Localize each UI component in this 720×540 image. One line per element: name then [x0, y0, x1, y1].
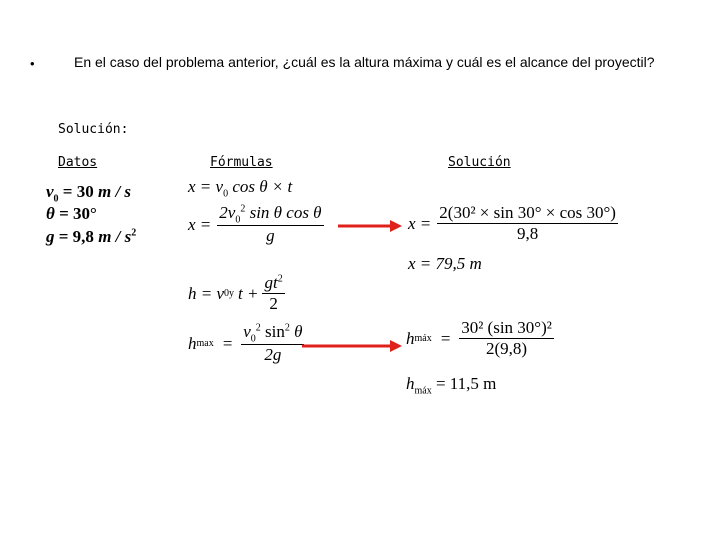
formula-x-range: x = $\frac{2v_0^2 \sin \theta \cos \theta}{g}$: [188, 203, 322, 246]
result-x-value: x = 79,5 m: [408, 254, 482, 273]
bullet: •: [30, 56, 35, 71]
column-formulas: Fórmulas: [210, 155, 273, 170]
formula-h: h = v 0y t + $\frac{gt^2}{2}$: [188, 273, 283, 313]
formula-hmax: h max = $\frac{v_0^2 \sin^2 \theta}{2g}$: [188, 322, 303, 365]
result-hmax-formula: h máx = $\frac{\text{30² (sin 30°)²}}{2(9,8)}$: [406, 318, 552, 358]
result-hmax-value: $h_{máx} = 11,5$ m: [406, 374, 497, 397]
arrow-x-head: [390, 220, 402, 232]
solution-heading: Solución:: [58, 122, 129, 137]
result-x-formula: x = $\frac{\text{2(30² × sin 30° × cos 30°)}}{9,8}$: [408, 203, 616, 243]
arrow-h-head: [390, 340, 402, 352]
arrow-h: [300, 338, 404, 354]
column-solucion: Solución: [448, 155, 511, 170]
column-datos: Datos: [58, 155, 98, 170]
dato-v0: $v_0 = 30$ m / s: [46, 182, 132, 205]
problem-statement: En el caso del problema anterior, ¿cuál es la altura máxima y cuál es el alcance del proyectil?: [74, 54, 655, 70]
dato-g: g = 9,8 m / $s^2$: [46, 227, 137, 246]
dato-theta: θ = 30°: [46, 204, 97, 223]
arrow-x: [336, 218, 404, 234]
formula-x-linear: $x = v_0$ cos θ × t: [188, 177, 293, 200]
